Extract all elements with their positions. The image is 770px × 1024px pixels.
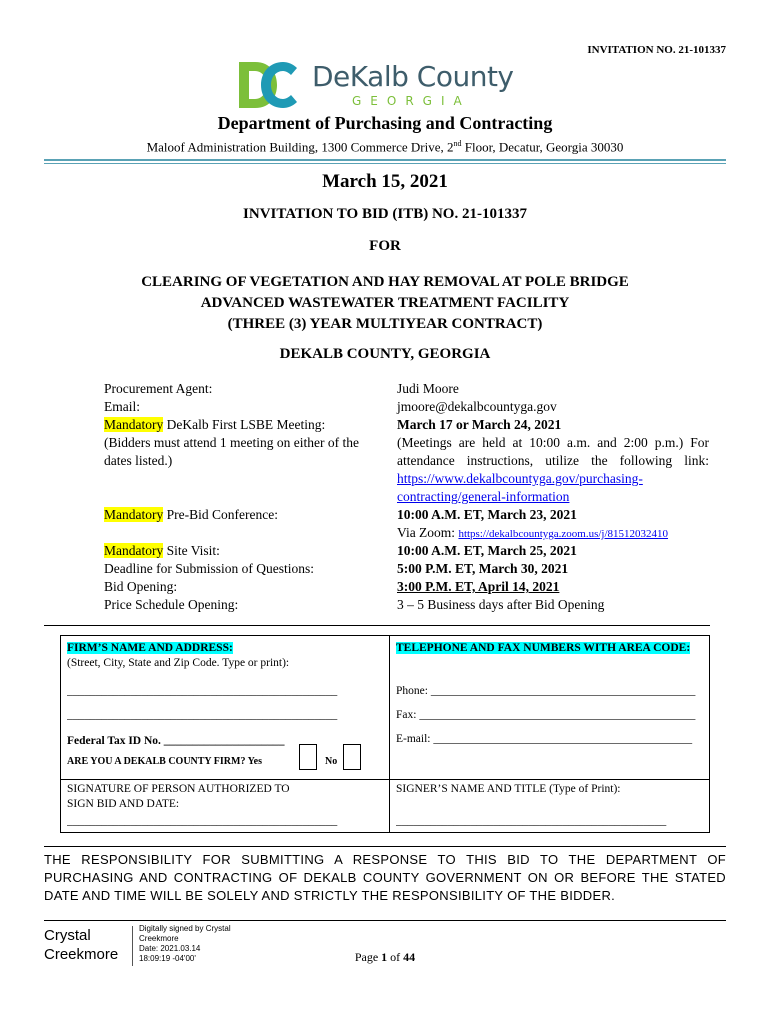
lsbe-info-link[interactable]: https://www.dekalbcountyga.gov/purchasing-contracting/general-information xyxy=(397,471,643,504)
firm-heading: FIRM’S NAME AND ADDRESS: xyxy=(67,642,233,654)
issue-date: March 15, 2021 xyxy=(322,171,448,192)
dc-logo-icon xyxy=(237,60,299,110)
fax-field[interactable]: Fax: ________________________________________________ xyxy=(396,709,696,721)
signature-label: SIGNATURE OF PERSON AUTHORIZED TO SIGN BID AND DATE: xyxy=(67,783,290,810)
firm-address-line-2[interactable]: _______________________________________________ xyxy=(67,709,338,721)
dekalb-firm-question: ARE YOU A DEKALB COUNTY FIRM? Yes xyxy=(67,756,263,767)
section-divider xyxy=(44,625,710,626)
bid-opening-label: Bid Opening: xyxy=(104,579,178,594)
digital-signature-name: Crystal Creekmore xyxy=(44,927,119,963)
questions-label: Deadline for Submission of Questions: xyxy=(104,561,314,576)
phone-heading: TELEPHONE AND FAX NUMBERS WITH AREA CODE: xyxy=(396,642,691,654)
logo-state-name: GEORGIA xyxy=(352,94,471,108)
signer-name-line[interactable]: _______________________________________________ xyxy=(396,815,667,827)
yes-checkbox[interactable] xyxy=(299,744,317,770)
site-visit-label: Mandatory Site Visit: xyxy=(104,543,220,558)
federal-tax-id-field[interactable]: Federal Tax ID No. _____________________ xyxy=(67,735,285,747)
email-value[interactable]: jmoore@dekalbcountyga.gov xyxy=(397,399,557,414)
bid-opening-value: 3:00 P.M. ET, April 14, 2021 xyxy=(397,579,560,594)
email-label: Email: xyxy=(104,399,140,414)
price-schedule-label: Price Schedule Opening: xyxy=(104,597,239,612)
lsbe-note-value: (Meetings are held at 10:00 a.m. and 2:00 p.m.) For attendance instructions, utilize the following link: https://www.dekalbcountyga.gov/purchasing-contracting/general-information xyxy=(397,435,709,504)
email-field[interactable]: E-mail: _____________________________________________ xyxy=(396,733,693,745)
bidder-info-table xyxy=(60,635,710,833)
site-visit-value: 10:00 A.M. ET, March 25, 2021 xyxy=(397,543,577,558)
itb-number: INVITATION TO BID (ITB) NO. 21-101337 xyxy=(243,206,527,222)
logo-county-name: DeKalb County xyxy=(312,60,514,93)
dekalb-logo xyxy=(237,60,527,112)
digital-signature-details: Digitally signed by Crystal Creekmore Date: 2021.03.14 18:09:19 -04'00' xyxy=(139,924,231,963)
header-rule-thin xyxy=(44,163,726,164)
no-label: No xyxy=(325,756,338,767)
department-address: Maloof Administration Building, 1300 Commerce Drive, 2nd Floor, Decatur, Georgia 30030 xyxy=(146,139,624,155)
phone-field[interactable]: Phone: ______________________________________________ xyxy=(396,685,696,697)
project-title: CLEARING OF VEGETATION AND HAY REMOVAL AT POLE BRIDGE ADVANCED WASTEWATER TREATMENT FACILITY (THREE (3) YEAR MULTIYEAR CONTRACT) xyxy=(141,274,629,332)
no-checkbox[interactable] xyxy=(343,744,361,770)
lsbe-note-label: (Bidders must attend 1 meeting on either of the dates listed.) xyxy=(104,435,359,468)
header-rule xyxy=(44,159,726,161)
zoom-link[interactable]: https://dekalbcountyga.zoom.us/j/81512032410 xyxy=(458,528,669,540)
signer-name-label: SIGNER’S NAME AND TITLE (Type of Print): xyxy=(396,783,621,795)
questions-value: 5:00 P.M. ET, March 30, 2021 xyxy=(397,561,569,576)
zoom-line: Via Zoom: https://dekalbcountyga.zoom.us/j/81512032410 xyxy=(397,525,669,540)
agent-value: Judi Moore xyxy=(397,381,459,396)
lsbe-value: March 17 or March 24, 2021 xyxy=(397,417,562,432)
invitation-number: INVITATION NO. 21-101337 xyxy=(587,44,726,56)
county-name: DEKALB COUNTY, GEORGIA xyxy=(279,346,491,362)
signature-line[interactable]: _______________________________________________ xyxy=(67,815,338,827)
firm-subheading: (Street, City, State and Zip Code. Type or print): xyxy=(67,657,290,669)
department-title: Department of Purchasing and Contracting xyxy=(217,113,553,133)
lsbe-label: Mandatory DeKalb First LSBE Meeting: xyxy=(104,417,326,432)
for-label: FOR xyxy=(369,238,401,254)
prebid-label: Mandatory Pre-Bid Conference: xyxy=(104,507,278,522)
firm-address-line-1[interactable]: _______________________________________________ xyxy=(67,685,338,697)
agent-label: Procurement Agent: xyxy=(104,381,213,396)
responsibility-notice: THE RESPONSIBILITY FOR SUBMITTING A RESPONSE TO THIS BID TO THE DEPARTMENT OF PURCHASING AND CONTRACTING OF DEKALB COUNTY GOVERNMENT ON OR BEFORE THE STATED DATE AND TIME WILL BE SOLELY AND STRICTLY THE RESPONSIBILITY OF THE BIDDER. xyxy=(44,852,726,903)
page-number: Page 1 of 44 xyxy=(354,950,416,964)
prebid-value: 10:00 A.M. ET, March 23, 2021 xyxy=(397,507,577,522)
price-schedule-value: 3 – 5 Business days after Bid Opening xyxy=(397,597,605,612)
